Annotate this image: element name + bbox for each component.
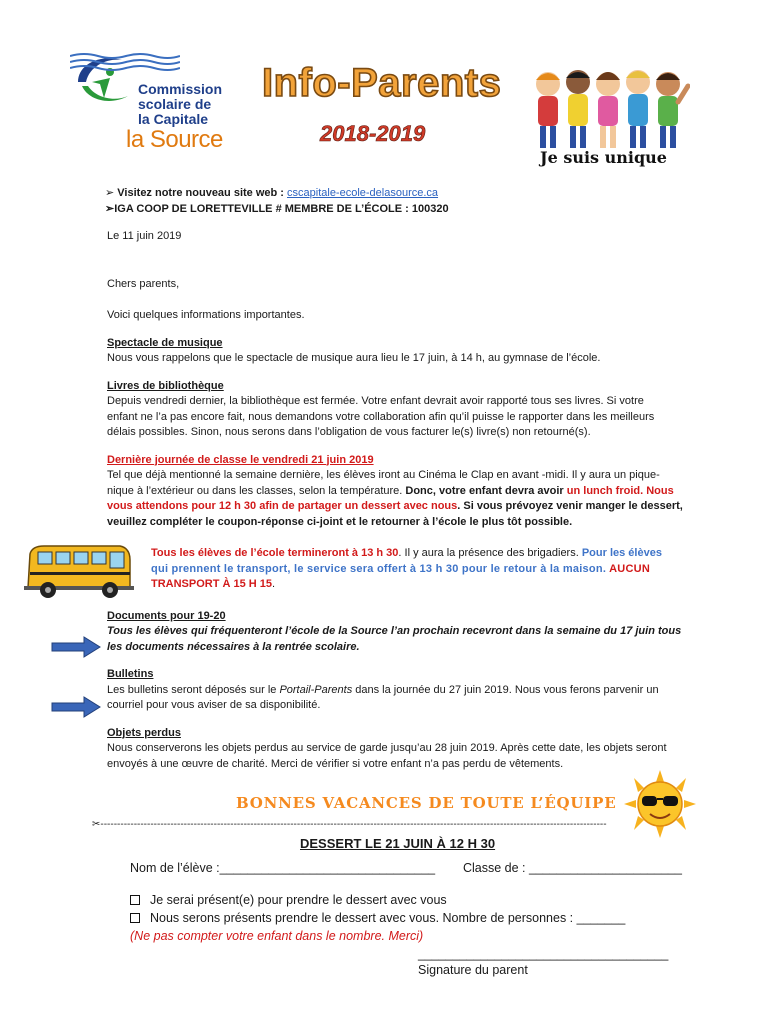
header bbox=[0, 0, 770, 185]
note-text: (Ne pas compter votre enfant dans le nombre. Merci) bbox=[130, 929, 424, 943]
arrow-bullet-icon: ➢ bbox=[105, 187, 118, 199]
text-segment: AUCUN bbox=[609, 562, 651, 575]
checkbox[interactable] bbox=[130, 895, 140, 905]
board-name-line3: la Capitale bbox=[138, 111, 209, 127]
section-heading-objets: Objets perdus bbox=[107, 726, 181, 739]
text-segment: Donc, votre enfant devra avoir bbox=[405, 484, 567, 497]
website-link[interactable]: cscapitale-ecole-delasource.ca bbox=[287, 187, 439, 199]
section-text-bulletins-2: courriel pour vous aviser de sa disponibilité. bbox=[107, 699, 321, 711]
text-segment: Pour les élèves bbox=[581, 547, 662, 559]
option-group-label: Nous serons présents prendre le dessert avec vous. Nombre de personnes : _______ bbox=[150, 911, 626, 925]
text-segment: Tous les élèves de l’école termineront à 13 h 30 bbox=[151, 547, 399, 559]
section-text-livres-1: Depuis vendredi dernier, la bibliothèque est fermée. Votre enfant devrait avoir rapporté tous ses livres. Si votre bbox=[107, 395, 644, 407]
text-segment: vous attendons pour 12 h 30 afin de partager un dessert avec nous bbox=[107, 500, 458, 512]
letter-date: Le 11 juin 2019 bbox=[107, 230, 182, 242]
transport-line-3 bbox=[151, 577, 687, 593]
text-segment: . Nous bbox=[640, 484, 674, 497]
website-label: Visitez notre nouveau site web : bbox=[117, 187, 288, 199]
sun-sunglasses-icon bbox=[624, 770, 696, 838]
newsletter-title: Info-Parents bbox=[262, 61, 502, 105]
text-segment: . bbox=[272, 578, 276, 590]
section-heading-derniere: Dernière journée de classe le vendredi 21 juin 2019 bbox=[107, 453, 374, 466]
student-name-field[interactable]: Nom de l’élève :_______________________________ bbox=[130, 861, 436, 875]
children-illustration-icon bbox=[530, 62, 690, 154]
text-segment: Les bulletins seront déposés sur le bbox=[107, 683, 280, 696]
board-name-line1: Commission bbox=[138, 81, 223, 97]
option-present[interactable] bbox=[130, 893, 447, 909]
dessert-title: DESSERT LE 21 JUIN À 12 H 30 bbox=[300, 836, 496, 851]
signature-label: Signature du parent bbox=[418, 963, 528, 977]
section-text-musique: Nous vous rappelons que le spectacle de musique aura lieu le 17 juin, à 14 h, au gymnase de l’école. bbox=[107, 352, 601, 364]
scissors-icon: ✂ bbox=[92, 819, 101, 829]
option-present-label: Je serai présent(e) pour prendre le dessert avec vous bbox=[150, 893, 447, 907]
waves-icon bbox=[70, 52, 180, 74]
section-text-derniere-2 bbox=[107, 484, 687, 500]
cut-dashes: -------------------------------------------------------------------------------------------------------------------------------------------------------- bbox=[100, 819, 607, 829]
text-segment: dans la journée du 27 juin 2019. Nous vous ferons parvenir un bbox=[352, 683, 659, 696]
section-text-objets-2: envoyés à une œuvre de charité. Merci de vérifier si votre enfant n’a pas perdu de vêtements. bbox=[107, 757, 564, 770]
section-text-documents-1: Tous les élèves qui fréquenteront l’école de la Source l’an prochain recevront dans la semaine du 17 juin tous bbox=[107, 625, 682, 637]
school-bus-icon bbox=[24, 540, 134, 602]
school-year: 2018-2019 bbox=[320, 121, 426, 146]
text-segment: TRANSPORT À 15 H 15 bbox=[151, 578, 273, 590]
option-group[interactable] bbox=[130, 911, 625, 927]
motto: Je suis unique bbox=[540, 148, 667, 167]
section-heading-documents: Documents pour 19-20 bbox=[107, 609, 226, 622]
text-segment: . Si vous prévoyez venir manger le dessert, bbox=[457, 500, 683, 512]
section-text-derniere-3 bbox=[107, 499, 687, 515]
transport-line-1 bbox=[151, 546, 687, 562]
iga-text: IGA COOP DE LORETTEVILLE # MEMBRE DE L’ÉCOLE : 100320 bbox=[114, 202, 449, 215]
section-heading-livres: Livres de bibliothèque bbox=[107, 379, 224, 392]
section-text-bulletins-1 bbox=[107, 683, 687, 699]
text-segment: nique à l’extérieur ou dans les classes, selon la température. bbox=[107, 484, 406, 497]
lead-text: Voici quelques informations importantes. bbox=[107, 309, 305, 321]
iga-line bbox=[105, 202, 687, 218]
bonnes-vacances-banner: BONNES VACANCES DE TOUTE L’ÉQUIPE bbox=[236, 794, 617, 812]
school-name: la Source bbox=[126, 126, 223, 153]
section-text-derniere-1: Tel que déjà mentionné la semaine dernière, les élèves iront au Cinéma le Clap en avant -midi. Il y aura un pique- bbox=[107, 469, 660, 481]
section-text-derniere-4: veuillez compléter le coupon-réponse ci-joint et le retourner à l’école le plus tôt possible. bbox=[107, 515, 573, 528]
class-field[interactable]: Classe de : ______________________ bbox=[463, 861, 682, 875]
website-line bbox=[105, 186, 687, 202]
section-text-objets-1: Nous conserverons les objets perdus au service de garde jusqu’au 28 juin 2019. Après cette date, les objets seront bbox=[107, 742, 667, 754]
arrow-bullet-icon: ➢ bbox=[105, 202, 115, 215]
arrow-right-icon bbox=[50, 636, 102, 658]
section-text-documents-2: les documents nécessaires à la rentrée scolaire. bbox=[107, 640, 360, 653]
signature-field[interactable]: ____________________________________ bbox=[418, 947, 669, 961]
text-segment: qui prennent le transport, le service sera offert à 13 h 30 pour le retour à la maison. bbox=[151, 562, 610, 575]
board-name-line2: scolaire de bbox=[138, 96, 212, 112]
transport-block bbox=[151, 546, 687, 593]
checkbox[interactable] bbox=[130, 913, 140, 923]
arrow-right-icon bbox=[50, 696, 102, 718]
cut-line bbox=[92, 817, 632, 829]
letter-body bbox=[107, 186, 687, 772]
text-segment: un lunch froid bbox=[566, 484, 641, 497]
school-board-logo bbox=[70, 52, 250, 182]
section-heading-bulletins: Bulletins bbox=[107, 668, 154, 680]
text-segment: . Il y aura la présence des brigadiers. bbox=[398, 547, 582, 559]
text-segment: Portail-Parents bbox=[279, 683, 353, 696]
transport-line-2 bbox=[151, 562, 687, 578]
section-text-livres-3: délais possibles. Sinon, nous serons dans l’obligation de vous facturer le(s) livre(s) non retourné(s). bbox=[107, 426, 591, 438]
greeting: Chers parents, bbox=[107, 277, 180, 290]
board-name bbox=[138, 82, 222, 127]
section-heading-musique: Spectacle de musique bbox=[107, 336, 223, 349]
section-text-livres-2: enfant ne l’a pas encore fait, nous demandons votre collaboration afin qu’il puisse le rapporter dans les meilleurs bbox=[107, 410, 655, 423]
